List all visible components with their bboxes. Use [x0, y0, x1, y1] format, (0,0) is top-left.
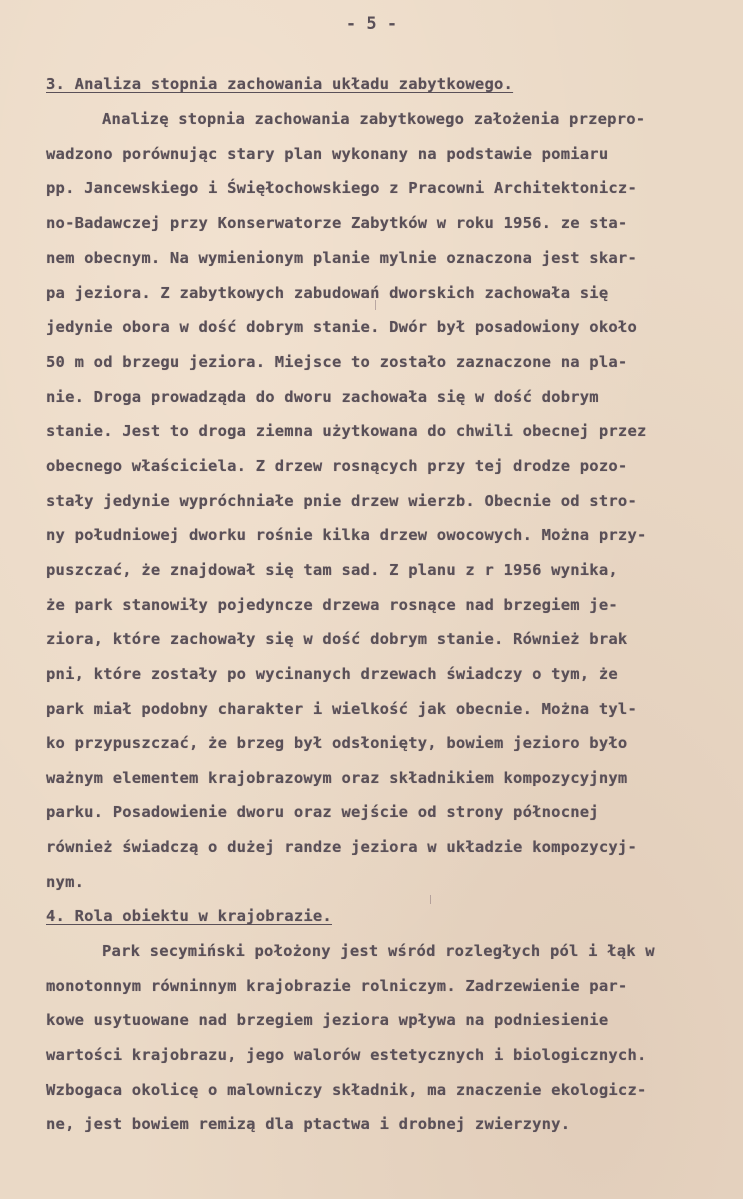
section-3-line-19: ko przypuszczać, że brzeg był odsłonięty, bowiem jezioro było	[46, 734, 628, 752]
section-4-heading: 4. Rola obiektu w krajobrazie.	[46, 907, 332, 925]
section-3-line-20: ważnym elementem krajobrazowym oraz składnikiem kompozycyjnym	[46, 769, 628, 787]
section-3-heading: 3. Analiza stopnia zachowania układu zabytkowego.	[46, 75, 514, 93]
section-3-line-8: 50 m od brzegu jeziora. Miejsce to zostało zaznaczone na pla-	[46, 353, 628, 371]
section-4-line-3: kowe usytuowane nad brzegiem jeziora wpływa na podniesienie	[46, 1011, 609, 1029]
section-3-line-12: stały jedynie wypróchniałe pnie drzew wierzb. Obecnie od stro-	[46, 492, 637, 510]
section-3-line-7: jedynie obora w dość dobrym stanie. Dwór był posadowiony około	[46, 318, 637, 336]
section-3-line-17: pni, które zostały po wycinanych drzewach świadczy o tym, że	[46, 665, 618, 683]
section-3-line-23: nym.	[46, 873, 85, 891]
section-3-line-4: no-Badawczej przy Konserwatorze Zabytków w roku 1956. ze sta-	[46, 214, 628, 232]
section-3-line-9: nie. Droga prowadząda do dworu zachowała się w dość dobrym	[46, 388, 599, 406]
pencil-mark	[375, 300, 376, 310]
section-3-line-13: ny południowej dworku rośnie kilka drzew owocowych. Można przy-	[46, 526, 647, 544]
section-3-line-1: Analizę stopnia zachowania zabytkowego założenia przepro-	[102, 110, 646, 128]
section-4-line-5: Wzbogaca okolicę o malowniczy składnik, ma znaczenie ekologicz-	[46, 1081, 647, 1099]
section-3-line-11: obecnego właściciela. Z drzew rosnących przy tej drodze pozo-	[46, 457, 628, 475]
section-4-line-4: wartości krajobrazu, jego walorów estetycznych i biologicznych.	[46, 1046, 647, 1064]
section-3-line-21: parku. Posadowienie dworu oraz wejście od strony północnej	[46, 803, 599, 821]
section-3-line-16: ziora, które zachowały się w dość dobrym stanie. Również brak	[46, 630, 628, 648]
section-4-line-1: Park secymiński położony jest wśród rozległych pól i łąk w	[102, 942, 655, 960]
section-4-line-2: monotonnym równinnym krajobrazie rolniczym. Zadrzewienie par-	[46, 977, 628, 995]
section-3-line-15: że park stanowiły pojedyncze drzewa rosnące nad brzegiem je-	[46, 596, 618, 614]
section-4-line-6: ne, jest bowiem remizą dla ptactwa i drobnej zwierzyny.	[46, 1115, 571, 1133]
section-3-line-5: nem obecnym. Na wymienionym planie mylnie oznaczona jest skar-	[46, 249, 637, 267]
page-number: - 5 -	[345, 14, 398, 34]
section-3-line-22: również świadczą o dużej randze jeziora w układzie kompozycyj-	[46, 838, 637, 856]
section-3-line-14: puszczać, że znajdował się tam sad. Z planu z r 1956 wynika,	[46, 561, 618, 579]
section-3-line-3: pp. Jancewskiego i Święłochowskiego z Pracowni Architektonicz-	[46, 179, 637, 197]
section-3-line-10: stanie. Jest to droga ziemna użytkowana do chwili obecnej przez	[46, 422, 647, 440]
pencil-mark	[430, 895, 431, 904]
section-3-line-6: pa jeziora. Z zabytkowych zabudowań dworskich zachowała się	[46, 284, 609, 302]
section-3-line-18: park miał podobny charakter i wielkość jak obecnie. Można tyl-	[46, 700, 637, 718]
section-3-line-2: wadzono porównując stary plan wykonany na podstawie pomiaru	[46, 145, 609, 163]
